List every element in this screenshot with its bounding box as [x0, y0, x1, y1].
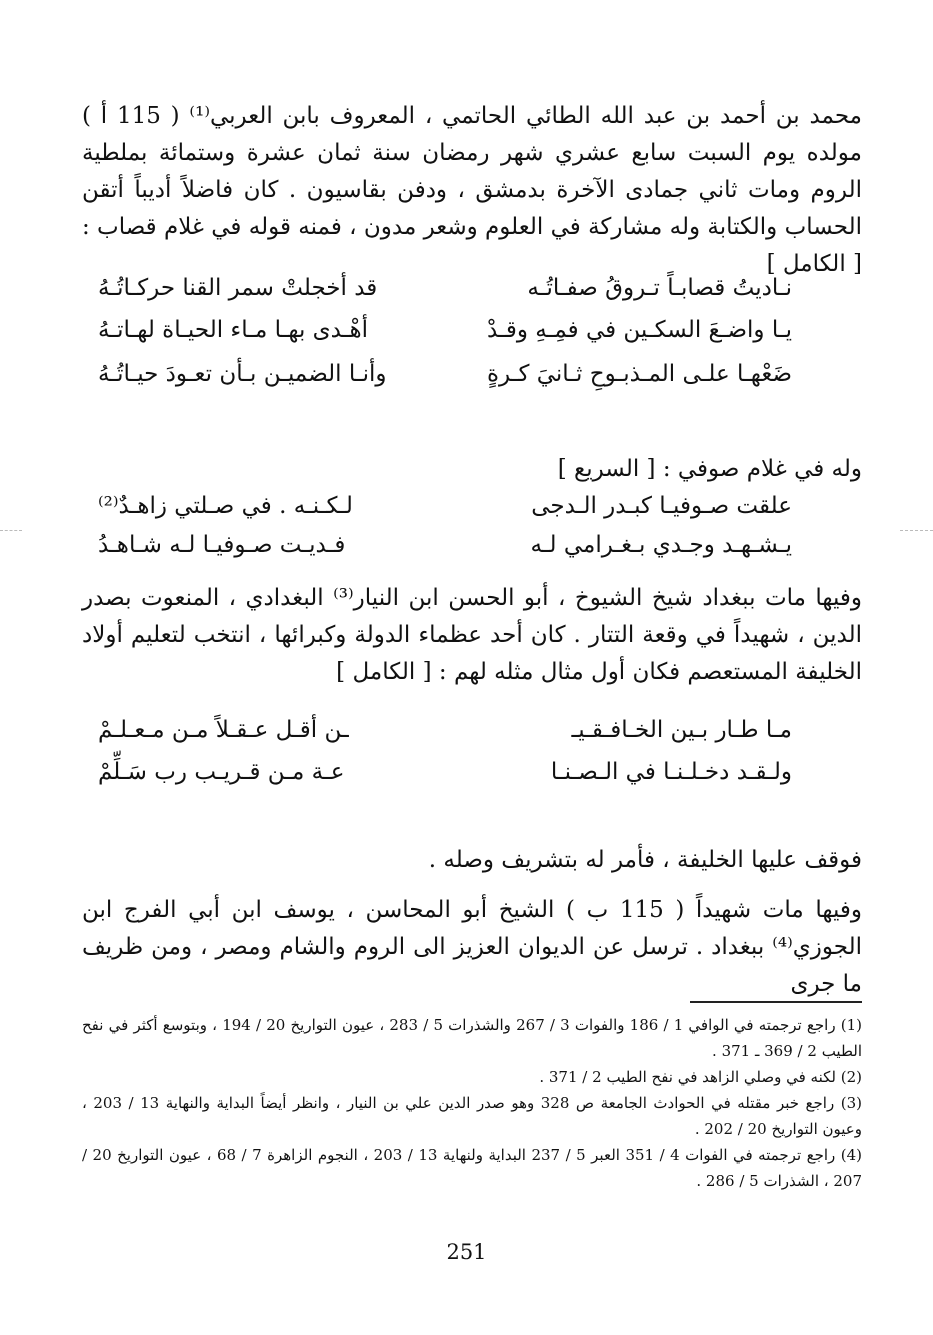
- footnote-3: (3) راجع خبر مقتله في الحوادث الجامعة ص 328 وهو صدر الدين علي بن النيار ، وانظر أيضاً البداية والنهاية 13 / 203 ، وعيون التواريخ 20 / 202 .: [82, 1094, 862, 1138]
- verse-hemistich-second: أهْـدى بهـا مـاء الحيـاة لهـاتـهُ: [98, 317, 369, 343]
- scan-margin-mark-right: [900, 530, 933, 531]
- verse-hemistich-second: فـديـت صـوفيـا لـه شـاهـدُ: [98, 532, 346, 558]
- paragraph-text: وفيها مات شهيداً ( 115 ب ) الشيخ أبو المحاسن ، يوسف ابن أبي الفرج ابن الجوزي⁽⁴⁾ ببغداد . ترسل عن الديوان العزيز الى الروم والشام ومصر ، ومن ظريف ما جرى: [82, 897, 863, 997]
- footnotes: [82, 1012, 862, 1194]
- verse-row: [82, 268, 862, 308]
- paragraph-sufi-intro: [82, 451, 862, 488]
- footnote-1: (1) راجع ترجمته في الوافي 1 / 186 والفوات 3 / 267 والشذرات 5 / 283 ، عيون التواريخ 20 / 194 ، وبتوسع أكثر في نفح الطيب 2 / 369 ـ 371 .: [82, 1016, 863, 1060]
- verse-hemistich-first: ضَعْهـا علـى المـذبـوحِ ثـانيَ كـرةٍ: [487, 361, 792, 387]
- footnote-divider: [690, 1001, 862, 1003]
- paragraph-text: فوقف عليها الخليفة ، فأمر له بتشريف وصله .: [428, 847, 862, 873]
- verse-row: [82, 752, 862, 792]
- footnote-4: (4) راجع ترجمته في الفوات 4 / 351 العبر 5 / 237 البداية ولنهاية 13 / 203 ، النجوم الزاهرة 7 / 68 ، عيون التواريخ 20 / 207 ، الشذرات 5 / 286 .: [82, 1146, 863, 1190]
- paragraph-text: وله في غلام صوفي : [ السريع ]: [557, 456, 862, 482]
- verse-hemistich-first: يـا واضـعَ السكـين في فمِـهِ وقـدْ: [487, 317, 792, 343]
- paragraph-ibn-al-nayyar: [82, 580, 862, 691]
- verse-row: [82, 486, 862, 526]
- verse-hemistich-first: يـشـهـد وجـدي بـغـرامي لـه: [530, 532, 792, 558]
- verse-row: [82, 710, 862, 750]
- verse-hemistich-second: وأنـا الضميـن بـأن تعـودَ حيـاتُـهُ: [98, 361, 387, 387]
- paragraph-caliph-reward: [82, 842, 862, 879]
- verse-row: [82, 354, 862, 394]
- footnote-2: (2) لكنه في وصلي الزاهد في نفح الطيب 2 / 371 .: [539, 1068, 862, 1086]
- page-number: 251: [446, 1240, 487, 1264]
- verse-hemistich-first: ولـقـد دخـلـنـا في الـصـنـا: [550, 759, 792, 785]
- verse-hemistich-second: عـة مـن قـريـب رب سَـلِّمْ: [98, 759, 345, 785]
- paragraph-ibn-al-arabi: [82, 98, 862, 283]
- verse-hemistich-second: قد أخجلتْ سمر القنا حركـاتُـهُ: [98, 275, 378, 301]
- scan-margin-mark-left: [0, 530, 22, 531]
- verse-hemistich-second: لـكـنـه . في صـلتي زاهـدٌ⁽²⁾: [98, 493, 353, 519]
- verse-hemistich-first: مـا طـار بـين الخـافـقـيـ: [571, 717, 792, 743]
- paragraph-text: محمد بن أحمد بن عبد الله الطائي الحاتمي ، المعروف بابن العربي⁽¹⁾ ( 115 أ ) مولده يوم السبت سابع عشري شهر رمضان سنة ثمان عشرة وستمائة بملطية الروم ومات ثاني جمادى الآخرة بدمشق ، ودفن بقاسيون . كان فاضلاً أديباً أتقن الحساب والكتابة وله مشاركة في العلوم وشعر مدون ، فمنه قوله في غلام قصاب : [ الكامل ]: [81, 103, 862, 277]
- verse-row: [82, 310, 862, 350]
- paragraph-ibn-al-jawzi: [82, 892, 862, 1003]
- verse-hemistich-first: علقت صـوفيـا كبـدر الـدجى: [531, 493, 792, 519]
- verse-hemistich-first: نـاديتُ قصابـاً تـروقُ صفـاتُـه: [527, 275, 792, 301]
- verse-hemistich-second: ـن أقـل عـقـلاً مـن مـعـلـمْ: [98, 717, 349, 743]
- verse-row: [82, 525, 862, 565]
- paragraph-text: وفيها مات ببغداد شيخ الشيوخ ، أبو الحسن ابن النيار⁽³⁾ البغدادي ، المنعوت بصدر الدين ، شهيداً في وقعة التتار . كان أحد عظماء الدولة وكبرائها ، انتخب لتعليم أولاد الخليفة المستعصم فكان أول مثال مثله لهم : [ الكامل ]: [82, 585, 863, 685]
